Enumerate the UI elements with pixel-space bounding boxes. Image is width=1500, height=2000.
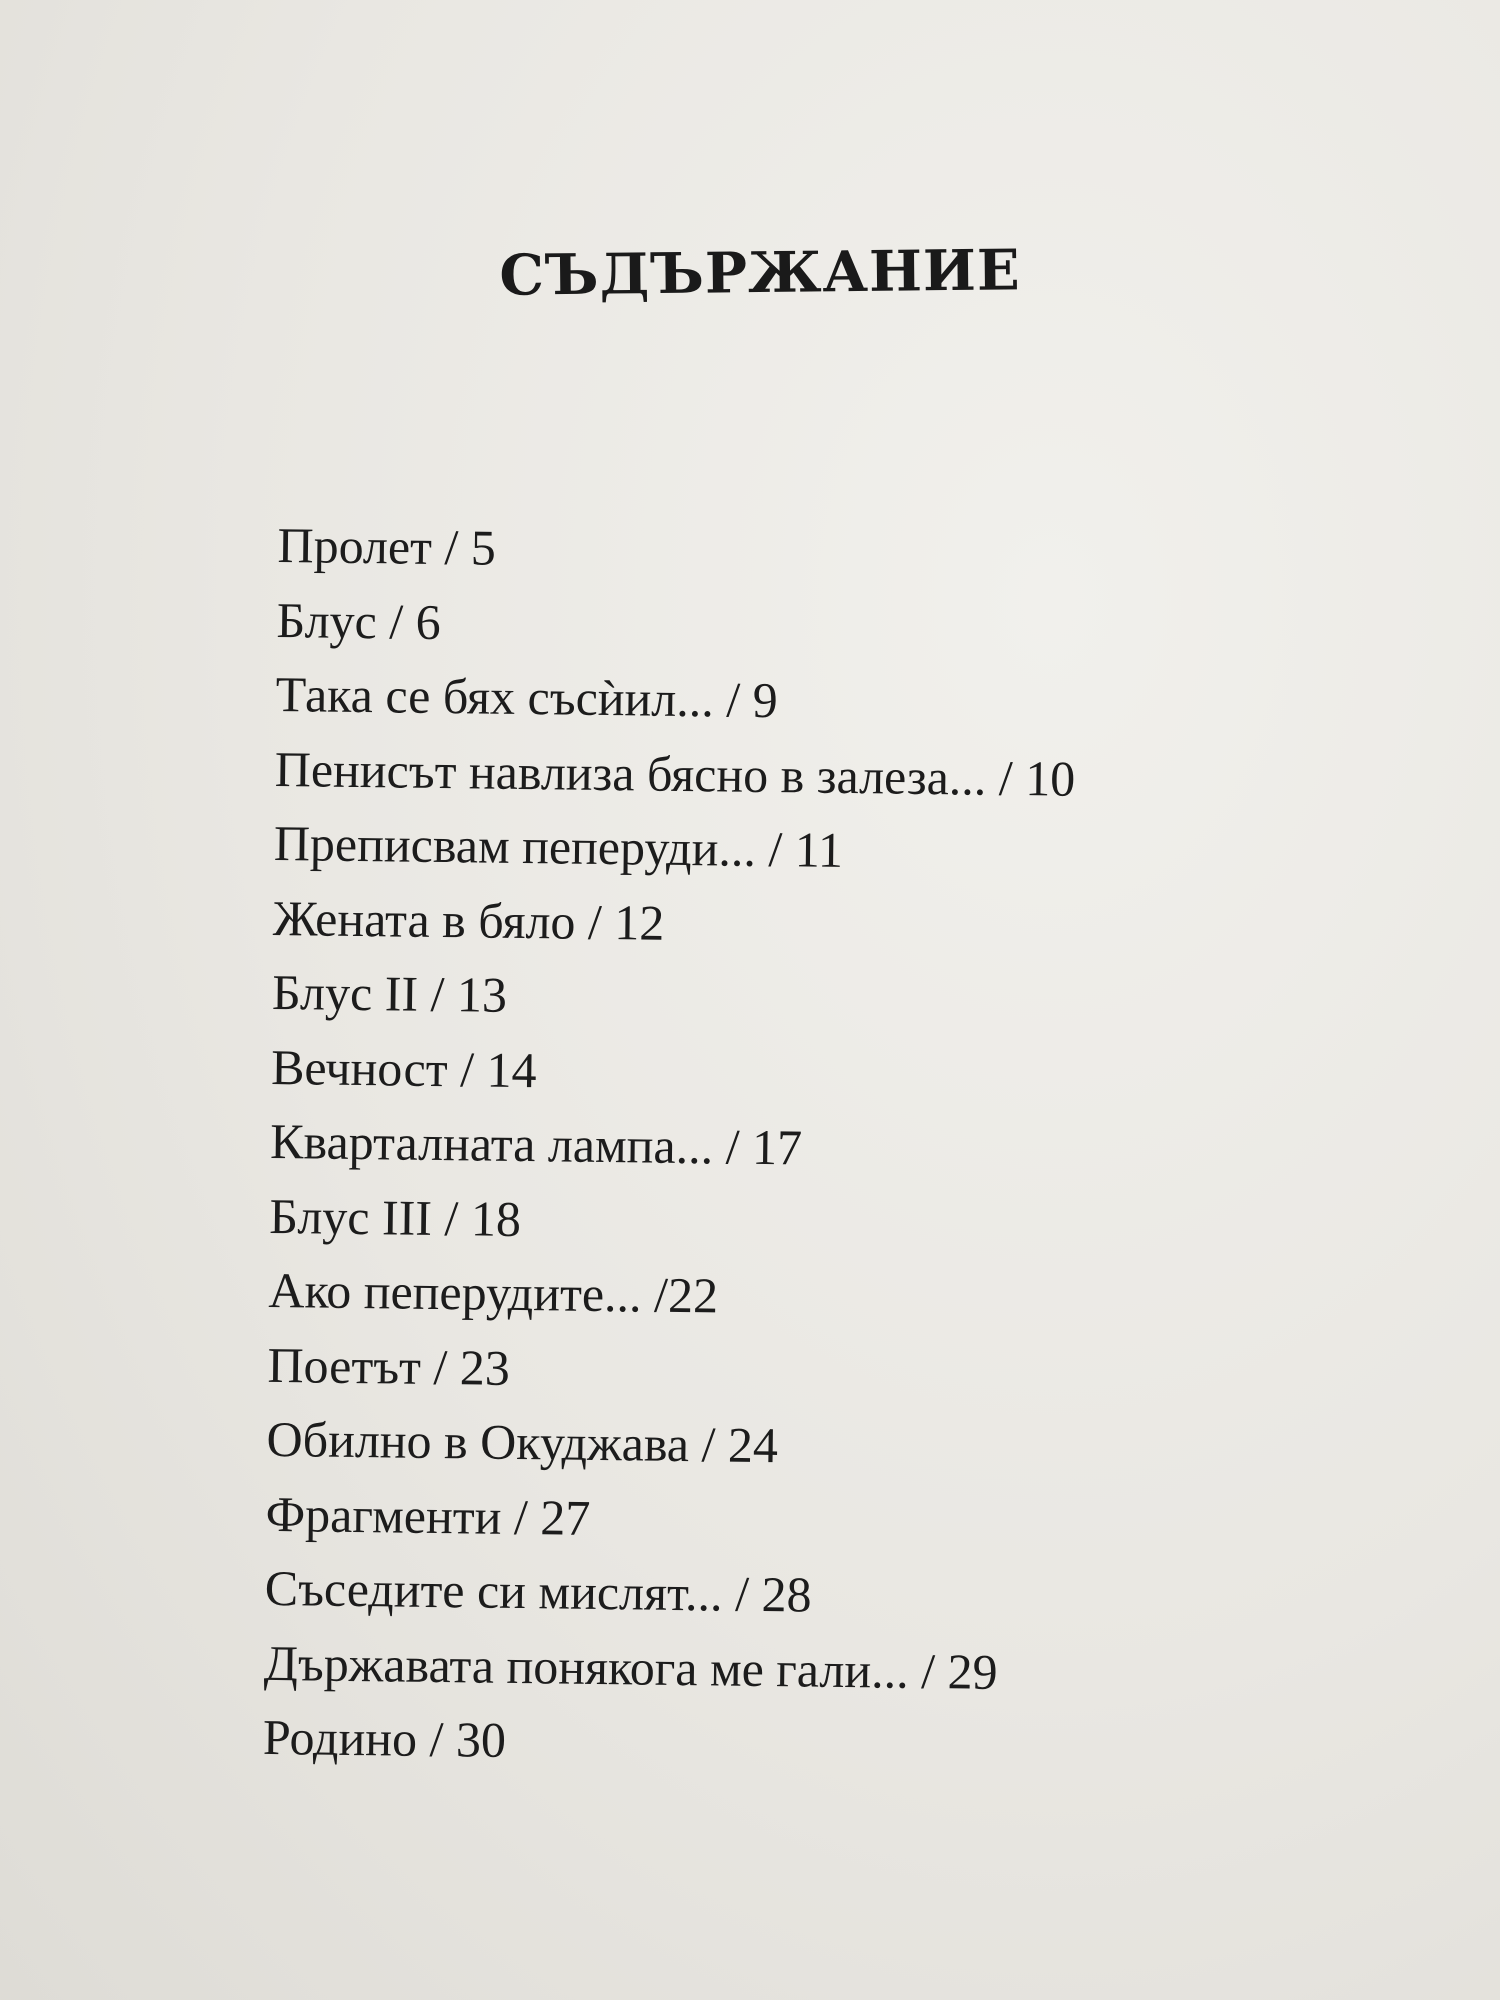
toc-entry-separator: / bbox=[447, 1040, 487, 1098]
toc-entry-page: 18 bbox=[470, 1189, 522, 1247]
toc-entry bbox=[263, 1625, 1064, 1709]
toc-entry-page: 23 bbox=[459, 1338, 511, 1396]
toc-entry-title: Държавата понякога ме гали... bbox=[263, 1634, 910, 1699]
toc-entry-page: 10 bbox=[1024, 749, 1076, 807]
toc-entry-title: Пенисът навлиза бясно в залеза... bbox=[274, 740, 987, 806]
toc-entry-title: Преписвам пеперуди... bbox=[273, 814, 757, 877]
toc-entry bbox=[265, 1476, 1066, 1560]
toc-entry-page: 24 bbox=[727, 1416, 779, 1474]
toc-entry-page: 22 bbox=[667, 1266, 719, 1324]
toc-entry-page: 13 bbox=[456, 966, 508, 1023]
toc-entry-separator: / bbox=[908, 1642, 948, 1699]
toc-entry-page: 5 bbox=[470, 519, 497, 576]
toc-entry-separator: / bbox=[417, 965, 458, 1023]
toc-entry-separator: / bbox=[416, 1710, 457, 1768]
toc-entry-title: Фрагменти bbox=[265, 1485, 502, 1545]
toc-entry-title: Жената в бяло bbox=[272, 889, 576, 950]
toc-entry bbox=[263, 1700, 1064, 1784]
toc-entry-separator: / bbox=[431, 518, 472, 576]
toc-entry bbox=[272, 955, 1073, 1039]
toc-entry-page: 28 bbox=[761, 1565, 812, 1623]
toc-entry-separator: / bbox=[713, 671, 754, 728]
toc-entry-page: 6 bbox=[415, 593, 442, 650]
toc-entry-separator: / bbox=[501, 1488, 541, 1545]
toc-entry-separator: / bbox=[575, 893, 615, 950]
toc-entry bbox=[268, 1253, 1069, 1337]
toc-entry-title: Така се бях съсѝил... bbox=[275, 665, 715, 728]
toc-entry-title: Кварталната лампа... bbox=[269, 1112, 714, 1175]
toc-entry-title: Ако пеперудите... bbox=[268, 1261, 642, 1323]
toc-entry bbox=[266, 1402, 1067, 1486]
toc-entry-page: 11 bbox=[794, 821, 844, 878]
toc-entry-separator: / bbox=[755, 820, 796, 878]
toc-entry-separator: / bbox=[986, 749, 1026, 806]
toc-entry-page: 12 bbox=[614, 893, 665, 951]
toc-entry-title: Родино bbox=[262, 1708, 418, 1767]
toc-entry-title: Блус III bbox=[269, 1187, 433, 1246]
toc-entry-separator: / bbox=[688, 1416, 729, 1473]
toc-entry-separator: / bbox=[641, 1266, 669, 1323]
toc-entry bbox=[276, 582, 1077, 666]
toc-entry bbox=[274, 731, 1075, 815]
toc-entry-separator: / bbox=[431, 1189, 472, 1246]
toc-entry-title: Поетът bbox=[267, 1336, 422, 1395]
toc-entry bbox=[267, 1327, 1068, 1411]
toc-entry bbox=[269, 1178, 1070, 1262]
toc-entry-separator: / bbox=[376, 592, 417, 650]
toc-entry bbox=[270, 1104, 1071, 1188]
toc-entry-separator: / bbox=[722, 1565, 762, 1622]
toc-entry-title: Блус II bbox=[271, 963, 419, 1022]
toc-entry-title: Вечност bbox=[270, 1038, 449, 1097]
toc-entry bbox=[275, 657, 1076, 741]
toc-entry bbox=[277, 508, 1078, 592]
toc-entry-separator: / bbox=[420, 1338, 461, 1395]
contents-heading: СЪДЪРЖАНИЕ bbox=[499, 237, 1021, 309]
toc-entry bbox=[271, 1029, 1072, 1113]
table-of-contents bbox=[263, 508, 1079, 1784]
toc-entry-title: Блус bbox=[276, 591, 378, 649]
toc-entry bbox=[273, 806, 1074, 890]
toc-entry-title: Пролет bbox=[277, 516, 433, 575]
toc-entry-page: 14 bbox=[486, 1041, 537, 1098]
toc-entry-page: 30 bbox=[455, 1711, 507, 1768]
toc-entry-title: Обилно в Окуджава bbox=[266, 1410, 690, 1473]
toc-entry-page: 17 bbox=[751, 1118, 803, 1176]
toc-entry-separator: / bbox=[712, 1118, 753, 1175]
toc-entry-page: 27 bbox=[540, 1488, 591, 1546]
toc-entry-title: Съседите си мислят... bbox=[264, 1559, 723, 1622]
toc-entry-page: 29 bbox=[947, 1642, 998, 1700]
toc-entry bbox=[264, 1551, 1065, 1635]
toc-entry-page: 9 bbox=[752, 671, 779, 729]
toc-entry bbox=[273, 880, 1074, 964]
